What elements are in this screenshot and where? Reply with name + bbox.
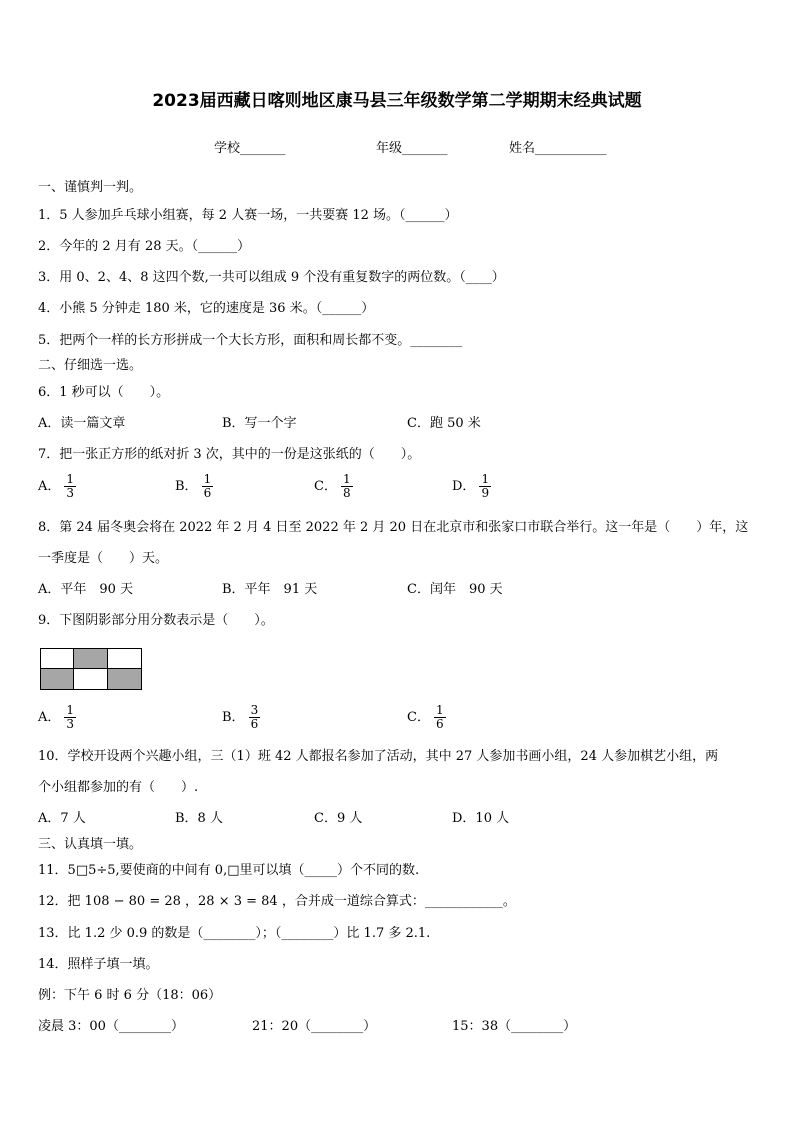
q10-option-b: B．8 人 [175, 811, 223, 826]
fraction [434, 704, 446, 731]
numerator: 1 [203, 472, 212, 486]
grid-cell [41, 649, 74, 669]
question-11: 11．5□5÷5,要使商的中间有 0,□里可以填（_____）个不同的数. [38, 863, 420, 878]
question-3: 3．用 0、2、4、8 这四个数,一共可以组成 9 个没有重复数字的两位数。（____） [38, 270, 505, 285]
option-label: A． [38, 479, 61, 494]
name-field: 姓名___________ [509, 141, 607, 156]
fraction [64, 473, 76, 500]
option-label: A． [38, 710, 61, 725]
grid-cell-shaded [108, 669, 141, 689]
question-8-line-1: 8．第 24 届冬奥会将在 2022 年 2 月 4 日至 2022 年 2 月 20 日在北京市和张家口市联合举行。这一年是（ ）年，这 [38, 520, 749, 535]
denominator: 6 [250, 717, 259, 731]
denominator: 3 [66, 486, 75, 500]
q14-item-1: 凌晨 3：00（________） [38, 1019, 184, 1034]
q9-option-a [38, 704, 76, 731]
q8-option-c: C．闰年 90 天 [407, 582, 503, 597]
question-10-line-2: 个小组都参加的有（ ）. [38, 780, 199, 795]
q14-item-3: 15：38（________） [452, 1019, 577, 1034]
q7-option-c [314, 473, 353, 500]
option-label: B． [222, 710, 245, 725]
option-label: C． [314, 479, 337, 494]
denominator: 9 [481, 486, 490, 500]
section-heading-1: 一、谨慎判一判。 [38, 180, 143, 195]
section-heading-2: 二、仔细选一选。 [38, 358, 143, 373]
school-field: 学校_______ [214, 141, 286, 156]
numerator: 1 [342, 472, 351, 486]
q9-option-c [407, 704, 446, 731]
grid-cell [74, 669, 107, 689]
question-12: 12．把 108 − 80 = 28 ，28 × 3 = 84 ，合并成一道综合算式：____________。 [38, 894, 516, 909]
q8-option-b: B．平年 91 天 [222, 582, 318, 597]
grid-cell [108, 649, 141, 669]
question-7: 7．把一张正方形的纸对折 3 次，其中的一份是这张纸的（ ）。 [38, 447, 421, 462]
grid-cell-shaded [74, 649, 107, 669]
question-2: 2．今年的 2 月有 28 天。（______） [38, 239, 251, 254]
section-heading-3: 三、认真填一填。 [38, 837, 143, 852]
numerator: 3 [250, 703, 259, 717]
q7-option-d [452, 473, 491, 500]
numerator: 1 [481, 472, 490, 486]
question-1: 1．5 人参加乒乓球小组赛，每 2 人赛一场，一共要赛 12 场。（______） [38, 208, 458, 223]
option-label: C． [407, 710, 430, 725]
option-label: D． [452, 479, 476, 494]
question-13: 13．比 1.2 少 0.9 的数是（________）；（________）比 1.7 多 2.1. [38, 926, 431, 941]
question-14: 14．照样子填一填。 [38, 957, 159, 972]
q10-option-a: A．7 人 [38, 811, 86, 826]
option-label: B． [175, 479, 198, 494]
q9-option-b [222, 704, 260, 731]
q10-option-c: C．9 人 [314, 811, 363, 826]
shaded-grid-figure [40, 648, 142, 690]
page-title: 2023届西藏日喀则地区康马县三年级数学第二学期期末经典试题 [152, 91, 642, 111]
question-6: 6．1 秒可以（ ）。 [38, 385, 170, 400]
question-10-line-1: 10．学校开设两个兴趣小组，三（1）班 42 人都报名参加了活动，其中 27 人参加书画小组，24 人参加棋艺小组，两 [38, 749, 719, 764]
q14-example: 例：下午 6 时 6 分（18：06） [38, 988, 222, 1003]
question-4: 4．小熊 5 分钟走 180 米，它的速度是 36 米。（______） [38, 301, 375, 316]
q6-option-b: B．写一个字 [222, 416, 297, 431]
question-9: 9．下图阴影部分用分数表示是（ ）。 [38, 613, 274, 628]
fraction [202, 473, 214, 500]
q14-item-2: 21：20（________） [252, 1019, 377, 1034]
q10-option-d: D．10 人 [452, 811, 510, 826]
fraction [249, 704, 261, 731]
grade-field: 年级_______ [376, 141, 448, 156]
numerator: 1 [66, 472, 75, 486]
fraction [64, 704, 76, 731]
fraction [341, 473, 353, 500]
denominator: 3 [66, 717, 75, 731]
numerator: 1 [66, 703, 75, 717]
denominator: 6 [435, 717, 444, 731]
denominator: 8 [342, 486, 351, 500]
question-8-line-2: 一季度是（ ）天。 [38, 551, 169, 566]
q6-option-c: C．跑 50 米 [407, 416, 481, 431]
numerator: 1 [435, 703, 444, 717]
fraction [479, 473, 491, 500]
q7-option-b [175, 473, 213, 500]
grid-cell-shaded [41, 669, 74, 689]
denominator: 6 [203, 486, 212, 500]
q6-option-a: A．读一篇文章 [38, 416, 126, 431]
q8-option-a: A．平年 90 天 [38, 582, 134, 597]
q7-option-a [38, 473, 76, 500]
question-5: 5．把两个一样的长方形拼成一个大长方形，面积和周长都不变。________ [38, 333, 463, 348]
